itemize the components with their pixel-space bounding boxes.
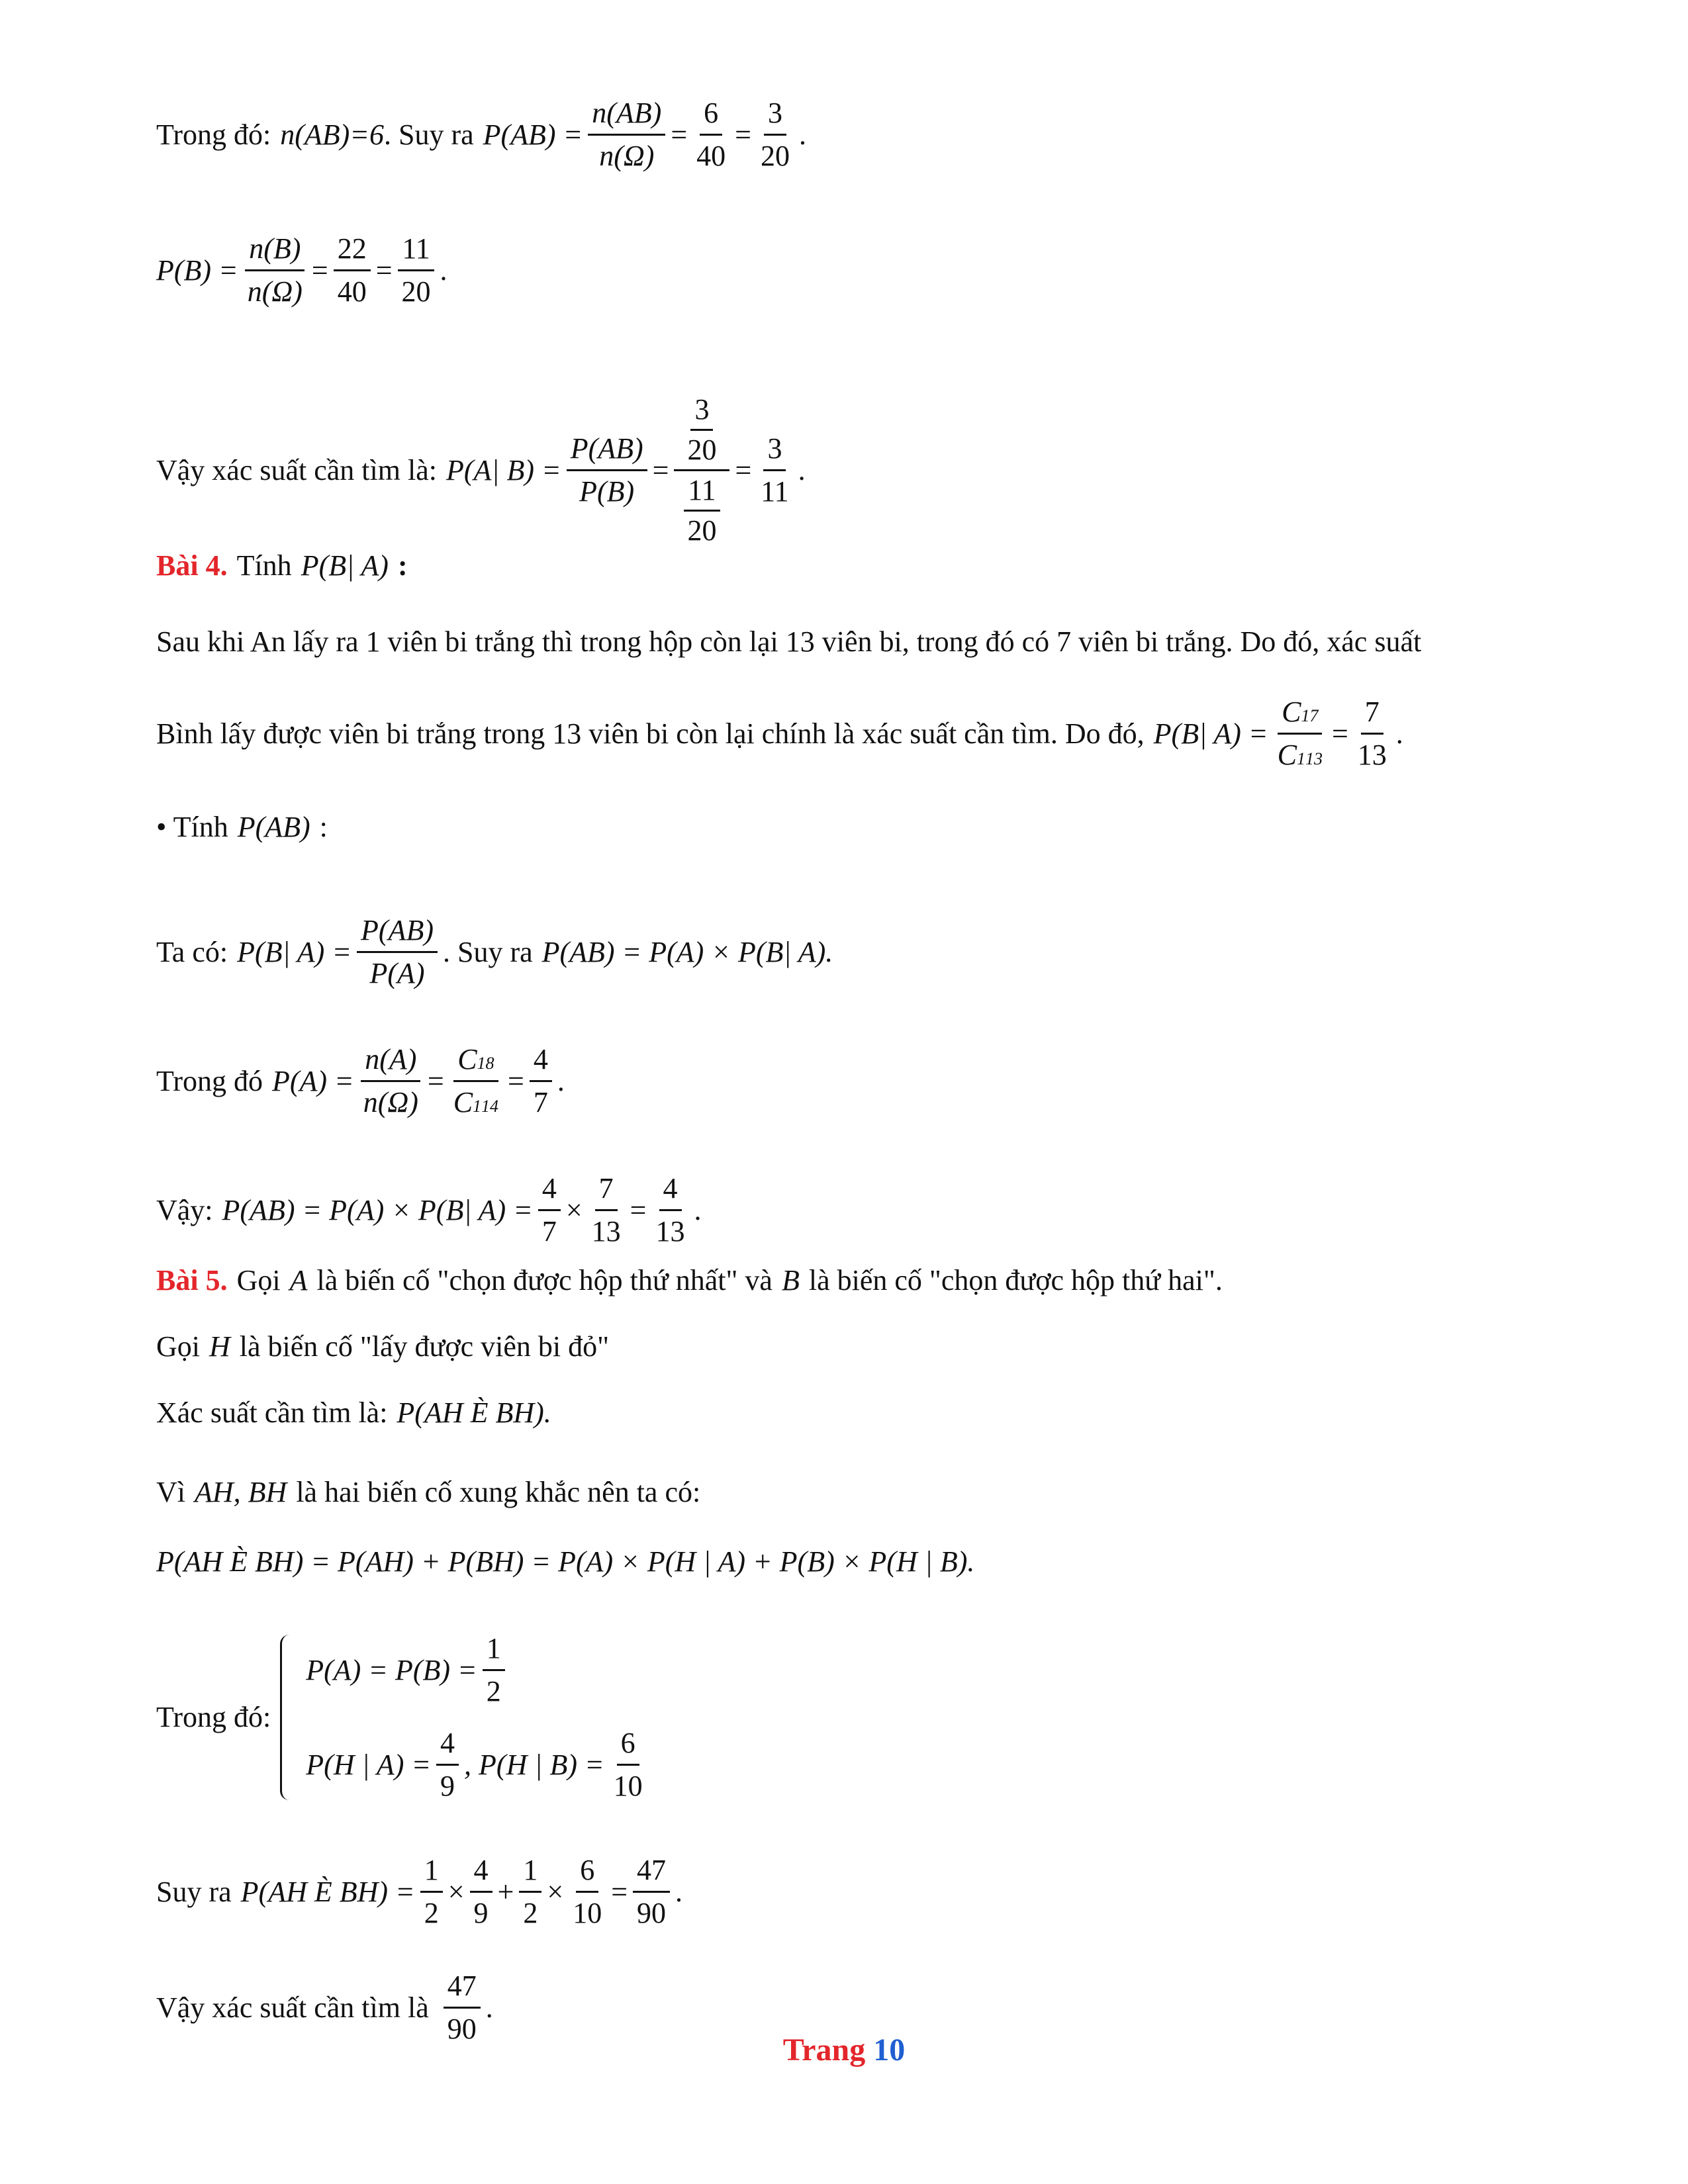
fraction: $\frac{6}{10}$ [569, 1850, 606, 1934]
fraction: $\frac{47}{90}$ [444, 1966, 481, 2050]
math: P(AB) [237, 811, 310, 843]
line-ket-luan: Vậy xác suất cần tìm là $\frac{47}{90}$ . [156, 1966, 1589, 2050]
fraction: $\frac{P(AB)}{P(B)}$ [567, 428, 647, 512]
math: B [781, 1264, 800, 1297]
system-row: P(A) = P(B) = $\frac{1}{2}$ [306, 1628, 651, 1712]
colon: : [397, 549, 408, 582]
line-total-probability [156, 1542, 1589, 1582]
math: P(B) = [156, 253, 238, 287]
text: Gọi [236, 1264, 281, 1297]
line-p-a: Trong đó P(A) = $\frac{n(A)}{n(\Omega)}$ = C 1 8 C 1 14 = $\frac{4}{7}$ . [156, 1039, 1589, 1123]
compound-fraction: $\frac{\frac{3}{20}}{\frac{11}{20}}$ [674, 390, 729, 550]
exercise-label: Bài 5. [156, 1264, 228, 1297]
fraction: $\frac{n(AB)}{n(\Omega)}$ [588, 93, 665, 177]
math: P(AB) = P(A) × P(B| A) = [222, 1193, 533, 1226]
math: P(AB) = P(A) × P(B| A). [541, 935, 833, 968]
fraction: C 1 8 C 1 14 [449, 1039, 502, 1123]
text: Vì [156, 1476, 185, 1508]
text: Sau khi An lấy ra 1 viên bi trắng thì trong hộp còn lại 13 viên bi, trong đó có 7 viên bi trắng. Do đó, xác suất [156, 625, 1422, 658]
math: H [209, 1330, 230, 1363]
text: Ta có: [156, 935, 228, 968]
text: Gọi [156, 1330, 200, 1363]
fraction: $\frac{1}{2}$ [420, 1850, 443, 1934]
text: là hai biến cố xung khắc nên ta có: [296, 1476, 701, 1508]
system-row: P(H | A) = $\frac{4}{9}$ , P(H | B) = $\frac{6}{10}$ [306, 1723, 651, 1807]
math: AH, BH [195, 1476, 287, 1508]
text: Trong đó [156, 1064, 263, 1097]
line-ta-co [156, 910, 1589, 994]
math: A [289, 1264, 308, 1297]
equation-system [280, 1628, 651, 1807]
text: . Suy ra [442, 935, 533, 968]
math: P(B| A) = [237, 935, 352, 968]
line-trong-do-system [156, 1621, 1589, 1813]
fraction: $\frac{6}{40}$ [692, 93, 729, 177]
line-xung-khac [156, 1473, 1589, 1512]
fraction: $\frac{3}{20}$ [757, 93, 794, 177]
text: là biến cố "chọn được hộp thứ nhất" và [316, 1264, 773, 1297]
bai4-para-line2: Bình lấy được viên bi trắng trong 13 viên bi còn lại chính là xác suất cần tìm. Do đó, P(B| A) = C 1 7 C 1 13 = $\frac{7}{13}$ . [156, 692, 1589, 776]
fraction: $\frac{4}{9}$ [470, 1850, 492, 1934]
math: P(AB) = [483, 118, 583, 151]
math: P(A) = [271, 1064, 354, 1097]
bullet-p-ab [156, 807, 1589, 847]
fraction: $\frac{47}{90}$ [633, 1850, 670, 1934]
fraction: $\frac{P(AB)}{P(A)}$ [357, 910, 438, 994]
text: Trong đó: [156, 1701, 271, 1733]
line-p-b: P(B) = $\frac{n(B)}{n(\Omega)}$ = $\frac{22}{40}$ = $\frac{11}{20}$ . [156, 228, 1589, 312]
bai4-heading [156, 546, 1589, 586]
text: Vậy: [156, 1193, 213, 1226]
text: là biến cố "chọn được hộp thứ hai". [808, 1264, 1223, 1297]
fraction: $\frac{n(A)}{n(\Omega)}$ [359, 1039, 422, 1123]
fraction: $\frac{n(B)}{n(\Omega)}$ [244, 228, 306, 312]
fraction: $\frac{3}{11}$ [757, 428, 792, 512]
bai5-heading [156, 1261, 1589, 1300]
page-footer [0, 2032, 1688, 2068]
line-goi-h [156, 1327, 1589, 1367]
text: Bình lấy được viên bi trắng trong 13 viên bi còn lại chính là xác suất cần tìm. Do đó, [156, 717, 1145, 750]
math: P(A| B) = [445, 453, 561, 486]
brace [280, 1635, 298, 1800]
plus: + [497, 1875, 514, 1908]
text: Xác suất cần tìm là: [156, 1396, 388, 1429]
text: Vậy xác suất cần tìm là: [156, 453, 437, 486]
math: n(AB)=6 [280, 118, 384, 151]
text: Vậy xác suất cần tìm là [156, 1991, 429, 2024]
line-xac-suat [156, 1393, 1589, 1433]
fraction: $\frac{4}{7}$ [538, 1168, 561, 1252]
fraction: $\frac{22}{40}$ [334, 228, 371, 312]
math: P(AH È BH). [397, 1396, 551, 1429]
text: là biến cố "lấy được viên bi đỏ" [239, 1330, 610, 1363]
exercise-label: Bài 4. [156, 549, 228, 582]
fraction: $\frac{4}{7}$ [530, 1039, 552, 1123]
text: • Tính [156, 811, 228, 843]
text: Trong đó: [156, 118, 271, 151]
fraction: $\frac{7}{13}$ [588, 1168, 625, 1252]
line-vay: Vậy: P(AB) = P(A) × P(B| A) = $\frac{4}{7}$ × $\frac{7}{13}$ = $\frac{4}{13}$ . [156, 1168, 1589, 1252]
line-n-ab: Trong đó: n(AB)=6 . Suy ra P(AB) = $\frac{n(AB)}{n(\Omega)}$ = $\frac{6}{40}$ = $\frac{3}{20}$ . [156, 93, 1589, 177]
fraction: $\frac{11}{20}$ [398, 228, 435, 312]
fraction: $\frac{7}{13}$ [1354, 692, 1391, 776]
bai4-para-line1 [156, 622, 1589, 662]
math: P(B| A) [301, 549, 389, 582]
fraction: $\frac{4}{13}$ [652, 1168, 689, 1252]
text: Suy ra [156, 1875, 232, 1908]
line-suy-ra: Suy ra P(AH È BH) = $\frac{1}{2}$ × $\frac{4}{9}$ + $\frac{1}{2}$ × $\frac{6}{10}$ = $\frac{47}{90}$ . [156, 1850, 1589, 1934]
math: P(AH È BH) = [240, 1875, 415, 1908]
line-p-a-given-b: Vậy xác suất cần tìm là: P(A| B) = $\frac{P(AB)}{P(B)}$ = $\frac{\frac{3}{20}}{\frac{11}{20}}$ = $\frac{3}{11}$ . [156, 390, 1589, 550]
footer-label: Trang [782, 2032, 866, 2068]
fraction: $\frac{1}{2}$ [519, 1850, 541, 1934]
text: . Suy ra [383, 118, 474, 151]
fraction: C 1 7 C 1 13 [1274, 692, 1327, 776]
math: P(B| A) = [1153, 717, 1268, 750]
colon: : [319, 811, 328, 843]
page-number: 10 [873, 2032, 906, 2068]
text: Tính [236, 549, 292, 582]
math: P(AH È BH) = P(AH) + P(BH) = P(A) × P(H | A) + P(B) × P(H | B). [156, 1545, 975, 1578]
